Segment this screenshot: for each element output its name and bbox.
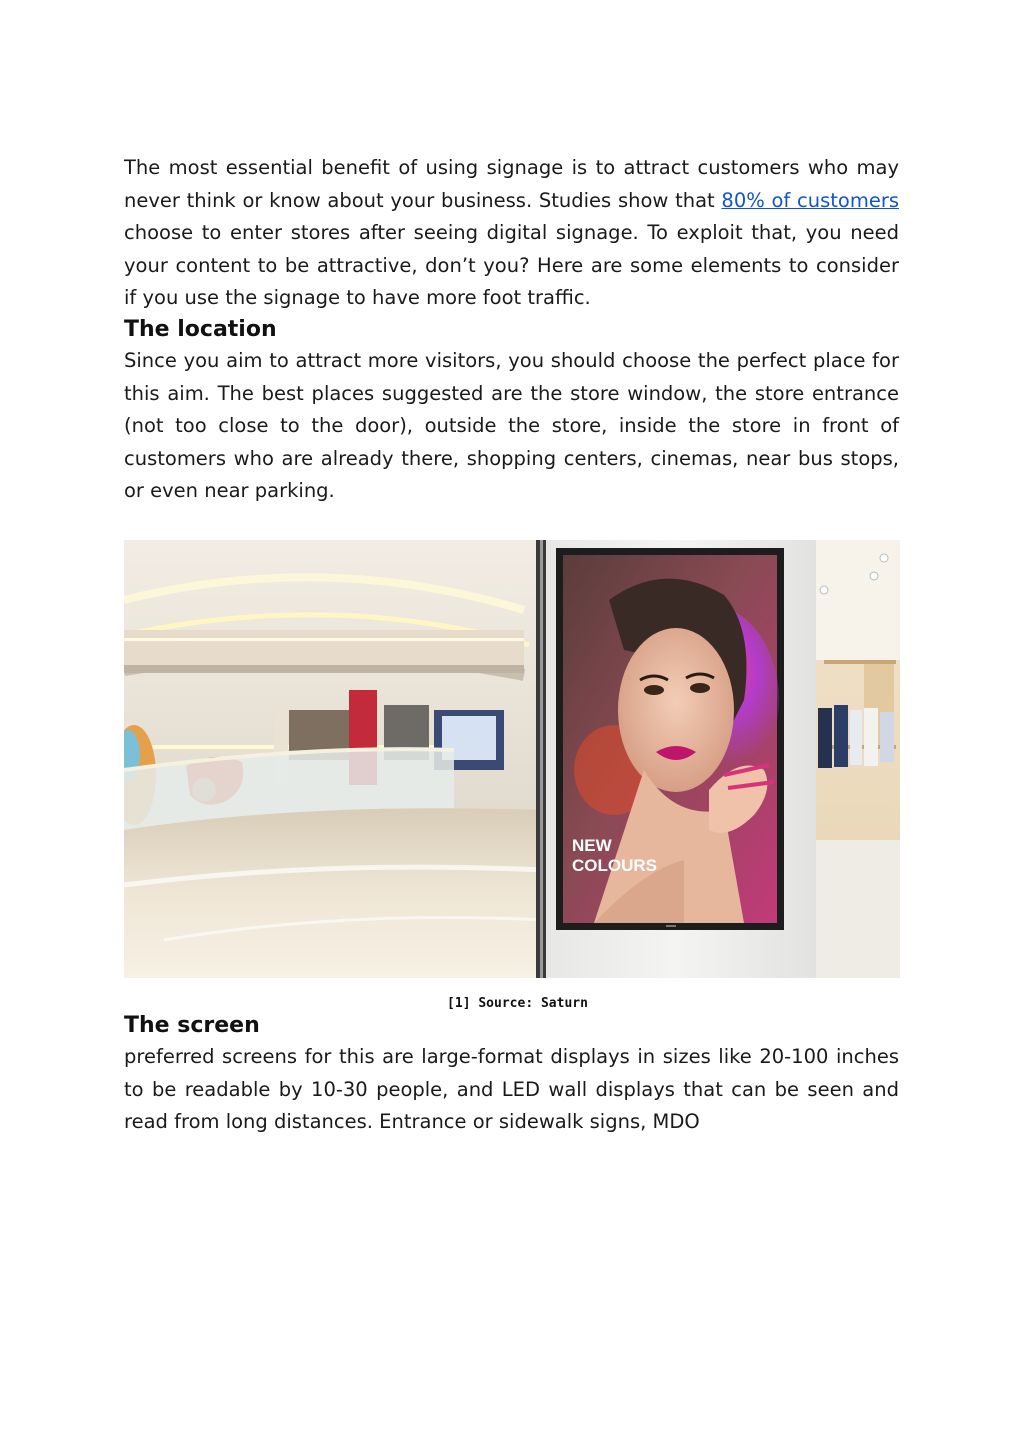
screen-paragraph: preferred screens for this are large-format displays in sizes like 20-100 inches to be readable by 10-30 people, and LED wall displays that can be seen and read from long distances. Entrance or sidewalk signs, MDO bbox=[124, 1044, 899, 1134]
location-paragraph: Since you aim to attract more visitors, you should choose the perfect place for this aim. The best places suggested are the store window, the store entrance (not too close to the door), outside the store, inside the store in front of customers who are already there, shopping centers, cinemas, near bus stops, or even near parking. bbox=[124, 348, 899, 503]
image-caption: [1] Source: Saturn bbox=[447, 995, 588, 1011]
mall-signage-image bbox=[124, 540, 900, 978]
location-heading: The location bbox=[124, 316, 277, 342]
screen-text-new: NEW bbox=[572, 835, 612, 855]
intro-paragraph bbox=[124, 152, 899, 315]
screen-heading: The screen bbox=[124, 1012, 260, 1038]
intro-text-after-link: choose to enter stores after seeing digital signage. To exploit that, you need your content to be attractive, don’t you? Here are some elements to consider if you use the signage to have more foot traffic. bbox=[124, 221, 899, 310]
stat-link[interactable]: 80% of customers bbox=[721, 188, 899, 212]
screen-text-colours: COLOURS bbox=[572, 855, 657, 875]
document-page bbox=[124, 152, 899, 1139]
intro-text-before-link: The most essential benefit of using signage is to attract customers who may never think or know about your business. Studies show that bbox=[124, 156, 899, 212]
